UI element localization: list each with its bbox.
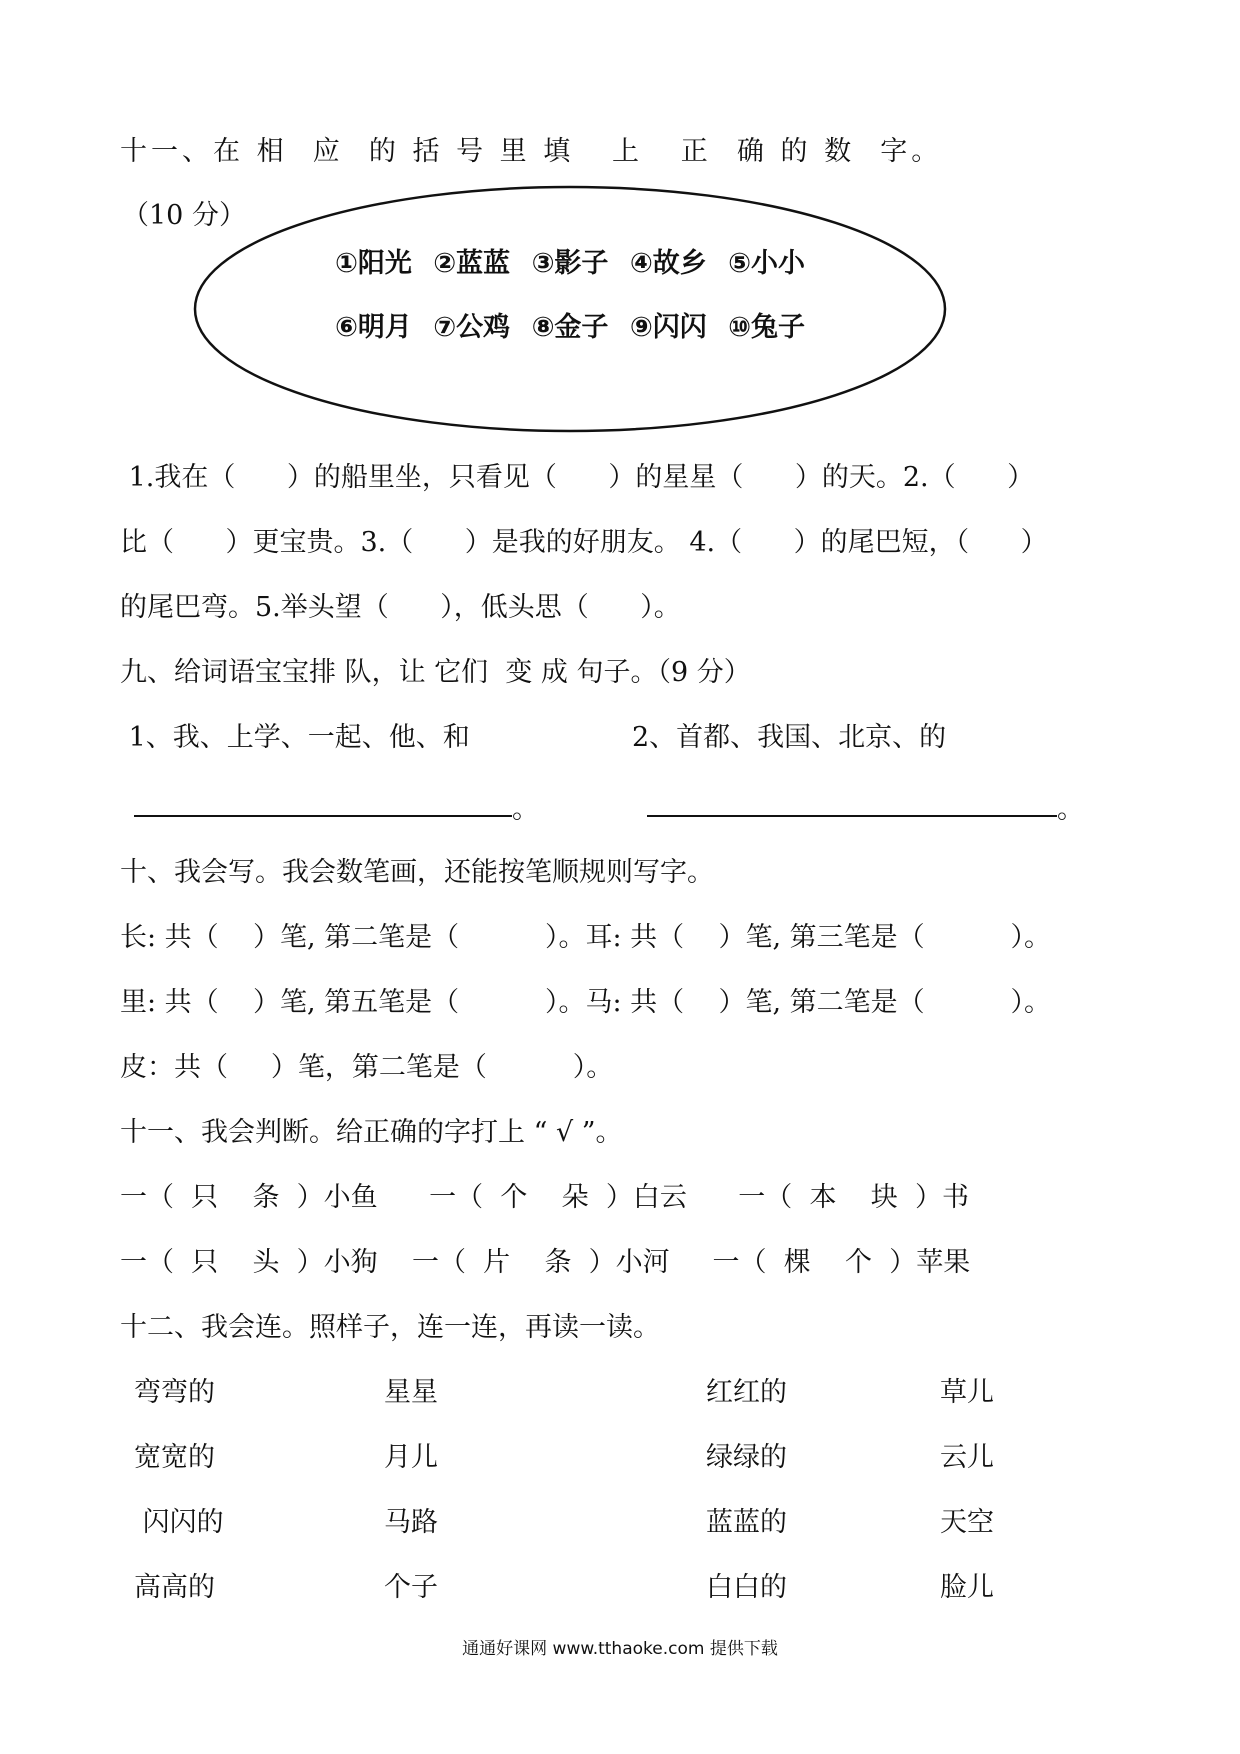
- fill-numbers-line-3: 的尾巴弯。5.举头望（ ），低头思（ ）。: [120, 592, 681, 623]
- match-right-noun: 天空: [940, 1507, 994, 1538]
- match-left-noun: 月儿: [384, 1442, 438, 1473]
- fill-numbers-line-2: 比（ ）更宝贵。3.（ ）是我的好朋友。 4.（ ）的尾巴短，（ ）: [120, 527, 1048, 558]
- answer-line-2-period: 。: [1057, 794, 1084, 825]
- match-left-word: 闪闪的: [134, 1507, 224, 1538]
- judge-line-1: 一（ 只 条 ）小鱼 一（ 个 朵 ）白云 一（ 本 块 ）书: [120, 1182, 969, 1213]
- match-left-noun: 马路: [384, 1507, 438, 1538]
- match-left-word: 弯弯的: [134, 1377, 215, 1408]
- page-footer: 通通好课网 www.tthaoke.com 提供下载: [462, 1639, 778, 1659]
- sentence-item-2: 2、首都、我国、北京、的: [632, 722, 947, 753]
- match-right-noun: 草儿: [940, 1377, 994, 1408]
- section-match-heading: 十二、我会连。照样子，连一连，再读一读。: [120, 1312, 660, 1343]
- word-bank-item: ①阳光: [335, 248, 412, 279]
- word-bank-item: ⑩兔子: [728, 312, 805, 343]
- answer-line-2: [647, 815, 1057, 817]
- word-bank-item: ⑧金子: [531, 312, 609, 343]
- match-left-word: 宽宽的: [134, 1442, 215, 1473]
- word-bank-item: ③影子: [531, 248, 609, 279]
- match-right-word: 白白的: [706, 1572, 787, 1603]
- match-left-noun: 星星: [384, 1377, 438, 1408]
- strokes-line-3: 皮：共（ ）笔，第二笔是（ ）。: [120, 1052, 614, 1083]
- match-left-noun: 个子: [384, 1572, 438, 1603]
- match-right-noun: 脸儿: [940, 1572, 994, 1603]
- word-bank-item: ⑤小小: [728, 248, 805, 279]
- section-judge-heading: 十一、我会判断。给正确的字打上 “ √ ”。: [120, 1117, 623, 1148]
- strokes-line-1: 长: 共（ ）笔, 第二笔是（ ）。耳: 共（ ）笔, 第三笔是（ ）。: [120, 922, 1051, 953]
- strokes-line-2: 里: 共（ ）笔, 第五笔是（ ）。马: 共（ ）笔, 第二笔是（ ）。: [120, 987, 1051, 1018]
- section-fill-numbers-heading: 十一、在 相 应 的 括 号 里 填 上 正 确 的 数 字。: [120, 136, 943, 167]
- section-sentences-heading: 九、给词语宝宝排 队，让 它们 变 成 句子。（9 分）: [120, 657, 751, 688]
- word-bank-item: ⑥明月: [335, 312, 412, 343]
- fill-numbers-line-1: 1.我在（ ）的船里坐，只看见（ ）的星星（ ）的天。2.（ ）: [120, 462, 1035, 493]
- word-bank-row-2: [192, 310, 948, 346]
- sentence-item-1: 1、我、上学、一起、他、和: [120, 722, 470, 753]
- word-bank-item: ②蓝蓝: [433, 248, 511, 279]
- section-fill-numbers-score: （10 分）: [122, 200, 246, 231]
- match-right-noun: 云儿: [940, 1442, 994, 1473]
- word-bank-item: ④故乡: [629, 248, 707, 279]
- word-bank-item: ⑦公鸡: [433, 312, 511, 343]
- ellipse-outline: [192, 184, 948, 434]
- word-bank-ellipse: [192, 184, 948, 434]
- match-right-word: 蓝蓝的: [706, 1507, 787, 1538]
- word-bank-item: ⑨闪闪: [629, 312, 707, 343]
- judge-line-2: 一（ 只 头 ）小狗 一（ 片 条 ）小河 一（ 棵 个 ）苹果: [120, 1247, 971, 1278]
- answer-line-1: [134, 815, 512, 817]
- match-right-word: 绿绿的: [706, 1442, 787, 1473]
- section-strokes-heading: 十、我会写。我会数笔画，还能按笔顺规则写字。: [120, 857, 714, 888]
- answer-line-1-period: 。: [512, 794, 539, 825]
- match-left-word: 高高的: [134, 1572, 215, 1603]
- match-right-word: 红红的: [706, 1377, 787, 1408]
- word-bank-row-1: [192, 246, 948, 282]
